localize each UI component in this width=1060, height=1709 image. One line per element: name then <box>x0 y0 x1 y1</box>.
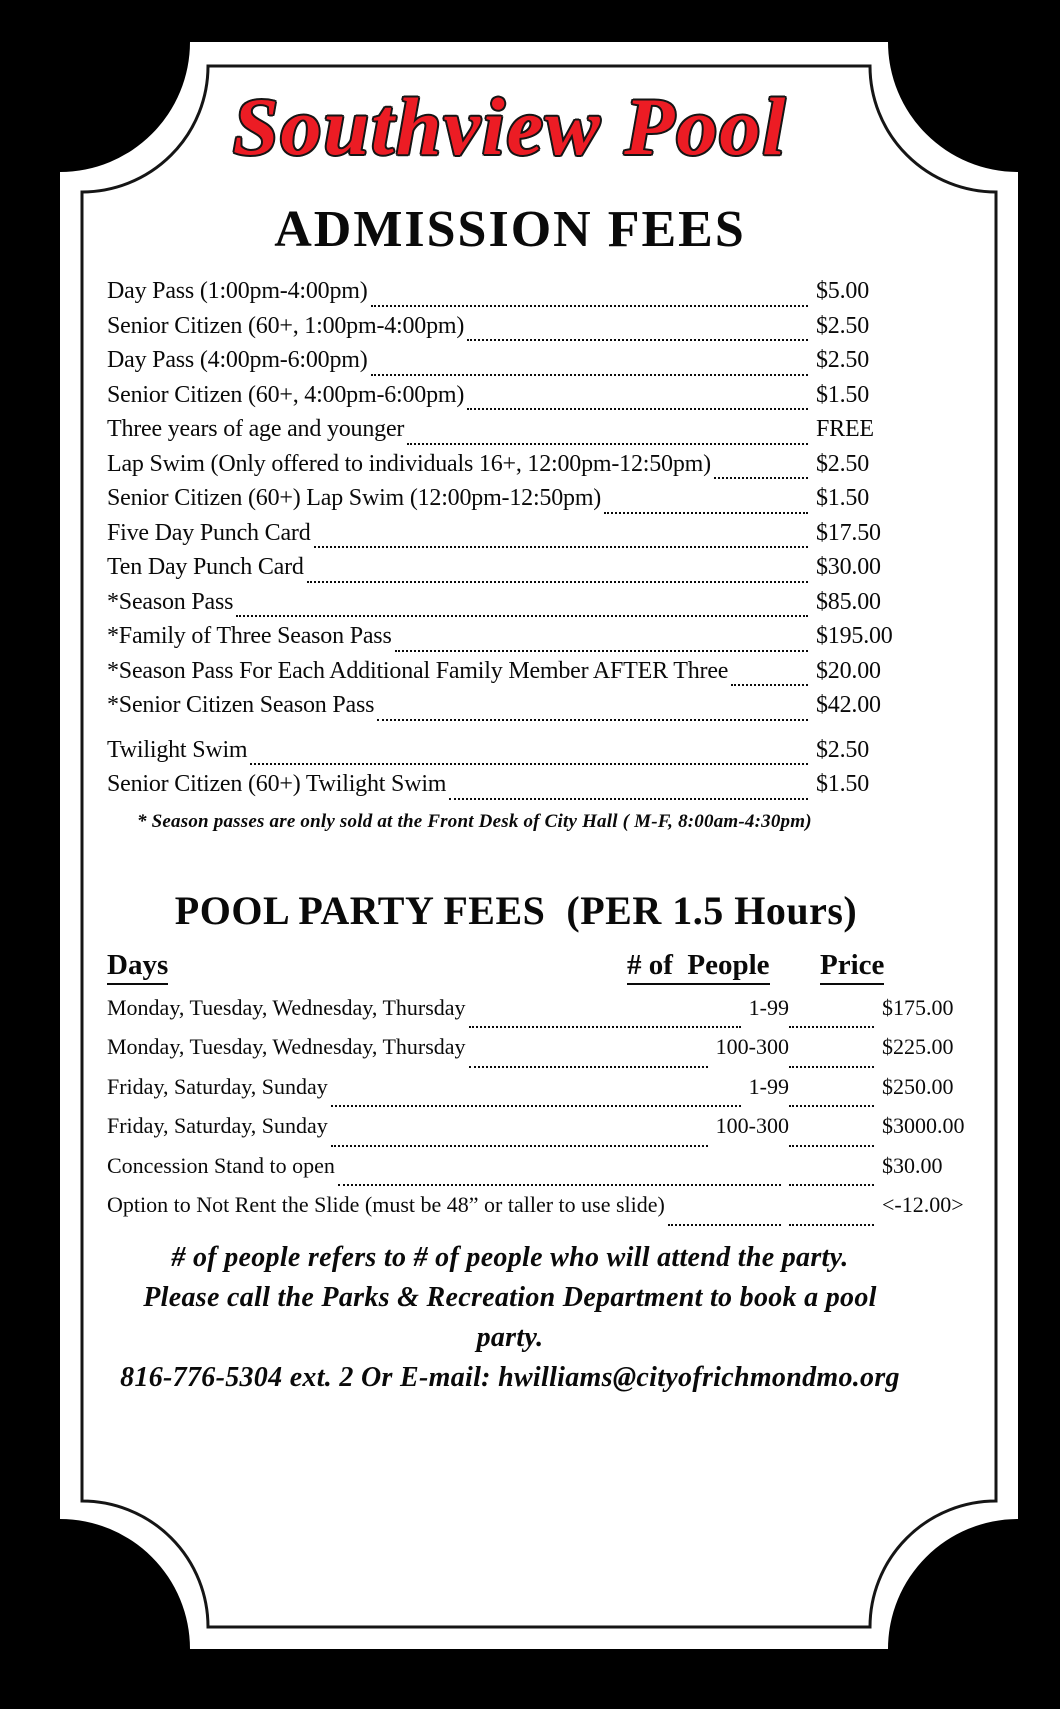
price-column-header: Price <box>820 949 884 985</box>
dot-leader <box>467 339 808 341</box>
fee-row <box>107 416 955 451</box>
fee-price: $5.00 <box>816 278 870 305</box>
party-people-value: 1-99 <box>748 1073 789 1099</box>
party-people-value: 100-300 <box>715 1034 789 1060</box>
fee-price: $195.00 <box>816 623 893 650</box>
dot-leader <box>395 650 808 652</box>
party-note-line: Please call the Parks & Recreation Department to book a pool party. <box>143 1281 877 1353</box>
dot-leader <box>407 443 808 445</box>
fee-row <box>107 485 955 520</box>
party-days-label: Friday, Saturday, Sunday <box>107 1113 328 1139</box>
party-table-header <box>107 949 955 989</box>
fee-label: *Season Pass <box>107 588 234 615</box>
party-row <box>107 995 955 1035</box>
fee-row <box>107 771 955 806</box>
fee-price: $20.00 <box>816 657 881 684</box>
party-days-label: Monday, Tuesday, Wednesday, Thursday <box>107 994 466 1020</box>
dot-leader <box>789 1224 874 1226</box>
dot-leader <box>604 512 808 514</box>
fee-price: $85.00 <box>816 588 881 615</box>
people-column-header: # of People <box>627 949 770 985</box>
party-price: <-12.00> <box>882 1192 964 1218</box>
party-days-label: Concession Stand to open <box>107 1152 335 1178</box>
fee-label: Three years of age and younger <box>107 416 405 443</box>
dot-leader <box>469 1066 708 1068</box>
season-pass-footnote: * Season passes are only sold at the Front Desk of City Hall ( M-F, 8:00am-4:30pm) <box>137 810 812 832</box>
party-people-value: 100-300 <box>715 1113 789 1139</box>
dot-leader <box>236 615 808 617</box>
fee-row <box>107 623 955 658</box>
party-row <box>107 1113 965 1153</box>
party-days-label: Monday, Tuesday, Wednesday, Thursday <box>107 1034 466 1060</box>
party-note-line: # of people refers to # of people who will attend the party. <box>171 1241 849 1273</box>
party-note-line: 816-776-5304 ext. 2 Or E-mail: hwilliams@cityofrichmondmo.org <box>120 1361 900 1393</box>
party-fee-list <box>107 994 965 1232</box>
party-price: $250.00 <box>882 1073 954 1099</box>
party-price: $225.00 <box>882 1034 954 1060</box>
fee-label: *Family of Three Season Pass <box>107 623 392 650</box>
fee-label: *Season Pass For Each Additional Family Member AFTER Three <box>107 657 729 684</box>
fee-row <box>107 451 955 486</box>
dot-leader <box>714 477 808 479</box>
fee-price: $2.50 <box>816 312 870 339</box>
fee-price: $1.50 <box>816 771 870 798</box>
fee-label: Senior Citizen (60+) Lap Swim (12:00pm-12:50pm) <box>107 485 602 512</box>
fee-label: Twilight Swim <box>107 736 248 763</box>
party-row <box>107 1153 955 1193</box>
fee-price: $17.50 <box>816 519 881 546</box>
party-row <box>107 1074 955 1114</box>
party-price: $30.00 <box>882 1152 943 1178</box>
fee-row <box>107 347 955 382</box>
dot-leader <box>469 1026 741 1028</box>
party-days-label: Option to Not Rent the Slide (must be 48” or taller to use slide) <box>107 1192 665 1218</box>
dot-leader <box>338 1184 781 1186</box>
fee-label: Day Pass (4:00pm-6:00pm) <box>107 347 368 374</box>
fee-row <box>107 554 955 589</box>
party-price: $3000.00 <box>882 1113 965 1139</box>
dot-leader <box>668 1224 781 1226</box>
party-days-label: Friday, Saturday, Sunday <box>107 1073 328 1099</box>
fee-label: Senior Citizen (60+, 1:00pm-4:00pm) <box>107 312 465 339</box>
dot-leader <box>789 1105 874 1107</box>
dot-leader <box>377 719 808 721</box>
dot-leader <box>371 305 808 307</box>
fee-row <box>107 520 955 555</box>
pool-title: Southview Pool <box>232 81 788 172</box>
dot-leader <box>789 1026 874 1028</box>
fee-label: Ten Day Punch Card <box>107 554 304 581</box>
dot-leader <box>250 763 808 765</box>
pool-party-fees-heading: POOL PARTY FEES (PER 1.5 Hours) <box>174 887 858 933</box>
admission-fees-heading: ADMISSION FEES <box>274 201 746 259</box>
dot-leader <box>314 546 808 548</box>
fee-row <box>107 589 955 624</box>
dot-leader <box>789 1145 874 1147</box>
fee-row <box>107 737 955 772</box>
fee-price: $42.00 <box>816 692 881 719</box>
dot-leader <box>307 581 808 583</box>
fee-price: $2.50 <box>816 347 870 374</box>
fee-label: Senior Citizen (60+) Twilight Swim <box>107 771 447 798</box>
dot-leader <box>467 408 808 410</box>
party-people-value: 1-99 <box>748 994 789 1020</box>
fee-price: $2.50 <box>816 450 870 477</box>
flyer-content <box>107 42 965 1398</box>
dot-leader <box>731 684 808 686</box>
fee-label: Day Pass (1:00pm-4:00pm) <box>107 278 368 305</box>
dot-leader <box>789 1184 874 1186</box>
fee-row <box>107 692 955 727</box>
fee-row <box>107 382 955 417</box>
fee-label: Senior Citizen (60+, 4:00pm-6:00pm) <box>107 381 465 408</box>
fee-price: $30.00 <box>816 554 881 581</box>
dot-leader <box>331 1145 708 1147</box>
fee-row <box>107 658 955 693</box>
fee-label: *Senior Citizen Season Pass <box>107 692 375 719</box>
fee-price: $1.50 <box>816 485 870 512</box>
fee-price: $1.50 <box>816 381 870 408</box>
fee-label: Five Day Punch Card <box>107 519 311 546</box>
party-row <box>107 1034 955 1074</box>
dot-leader <box>371 374 808 376</box>
dot-leader <box>449 798 808 800</box>
days-column-header: Days <box>107 949 168 985</box>
party-notes <box>107 1238 955 1398</box>
fee-price: FREE <box>816 416 874 443</box>
party-price: $175.00 <box>882 994 954 1020</box>
party-row <box>107 1192 964 1232</box>
fee-row <box>107 313 955 348</box>
fee-label: Lap Swim (Only offered to individuals 16+, 12:00pm-12:50pm) <box>107 450 711 477</box>
dot-leader <box>789 1066 874 1068</box>
fee-price: $2.50 <box>816 736 870 763</box>
admission-fee-list <box>107 278 955 806</box>
dot-leader <box>331 1105 741 1107</box>
fee-row <box>107 278 955 313</box>
